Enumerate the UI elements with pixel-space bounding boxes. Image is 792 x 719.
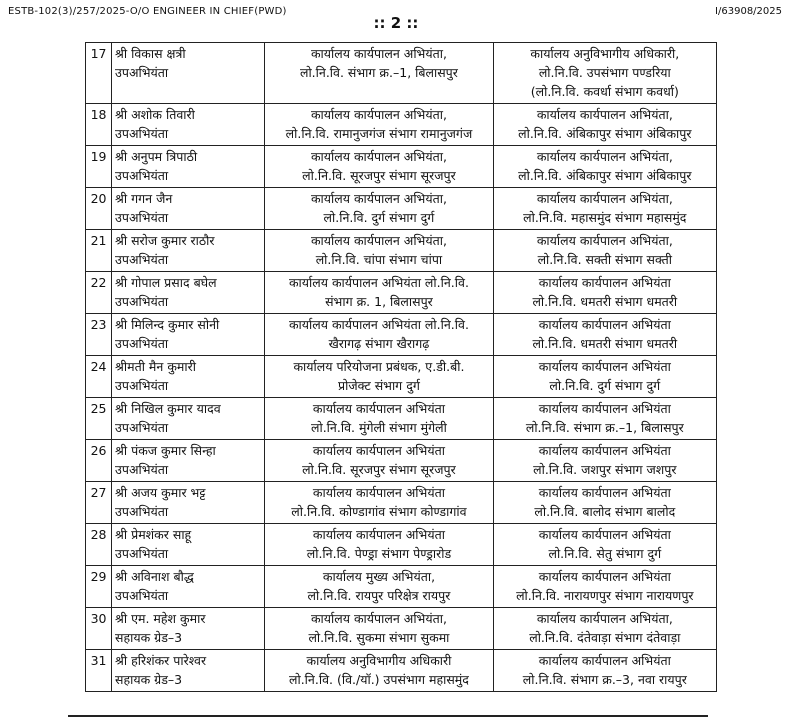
new-posting-line: लो.नि.वि. बालोद संभाग बालोद [534, 504, 676, 519]
current-posting-line: लो.नि.वि. मुंगेली संभाग मुंगेली [311, 420, 447, 435]
serial-number: 24 [86, 356, 112, 398]
serial-number: 31 [86, 650, 112, 692]
table-row [86, 356, 717, 398]
current-posting-line: कार्यालय कार्यपालन अभियंता, [310, 149, 447, 164]
current-posting-line: कार्यालय कार्यपालन अभियंता [312, 527, 445, 542]
current-posting-line: कार्यालय कार्यपालन अभियंता लो.नि.वि. [288, 275, 469, 290]
table-row [86, 440, 717, 482]
new-posting-line: कार्यालय कार्यपालन अभियंता [538, 317, 671, 332]
new-posting-line: लो.नि.वि. दुर्ग संभाग दुर्ग [549, 378, 661, 393]
current-posting-line: लो.नि.वि. चांपा संभाग चांपा [315, 252, 443, 267]
current-posting-cell [265, 524, 493, 566]
new-posting-cell [493, 650, 716, 692]
table-row [86, 146, 717, 188]
employee-cell [112, 524, 265, 566]
current-posting-line: लो.नि.वि. दुर्ग संभाग दुर्ग [323, 210, 435, 225]
current-posting-line: लो.नि.वि. रायपुर परिक्षेत्र रायपुर [307, 588, 451, 603]
new-posting-cell [493, 482, 716, 524]
table-row [86, 566, 717, 608]
employee-name: श्री विकास क्षत्री [115, 46, 186, 61]
current-posting-cell [265, 608, 493, 650]
employee-name: श्री प्रेमशंकर साहू [115, 527, 192, 542]
serial-number: 27 [86, 482, 112, 524]
serial-number: 17 [86, 43, 112, 104]
current-posting-line: कार्यालय कार्यपालन अभियंता लो.नि.वि. [288, 317, 469, 332]
current-posting-line: लो.नि.वि. संभाग क्र.–1, बिलासपुर [299, 65, 458, 80]
new-posting-cell [493, 188, 716, 230]
table-row [86, 43, 717, 104]
current-posting-line: कार्यालय कार्यपालन अभियंता [312, 485, 445, 500]
current-posting-line: कार्यालय मुख्य अभियंता, [322, 569, 436, 584]
serial-number: 20 [86, 188, 112, 230]
transfer-table [85, 42, 717, 692]
current-posting-cell [265, 650, 493, 692]
current-posting-cell [265, 398, 493, 440]
serial-number: 25 [86, 398, 112, 440]
employee-name: श्री निखिल कुमार यादव [115, 401, 221, 416]
employee-designation: सहायक ग्रेड–3 [115, 672, 183, 687]
table-row [86, 188, 717, 230]
new-posting-cell [493, 524, 716, 566]
new-posting-line: कार्यालय कार्यपालन अभियंता [538, 653, 671, 668]
current-posting-cell [265, 566, 493, 608]
employee-name: श्री अनुपम त्रिपाठी [115, 149, 198, 164]
table-row [86, 398, 717, 440]
new-posting-cell [493, 272, 716, 314]
current-posting-cell [265, 188, 493, 230]
new-posting-line: लो.नि.वि. जशपुर संभाग जशपुर [533, 462, 677, 477]
current-posting-line: लो.नि.वि. सुकमा संभाग सुकमा [308, 630, 450, 645]
document-id: I/63908/2025 [715, 6, 782, 17]
employee-cell [112, 608, 265, 650]
current-posting-cell [265, 482, 493, 524]
employee-cell [112, 272, 265, 314]
employee-cell [112, 104, 265, 146]
employee-designation: उपअभियंता [115, 420, 169, 435]
employee-designation: उपअभियंता [115, 210, 169, 225]
current-posting-line: लो.नि.वि. (वि./यॉ.) उपसंभाग महासमुंद [289, 672, 469, 687]
current-posting-line: खैरागढ़ संभाग खैरागढ़ [328, 336, 430, 351]
employee-designation: उपअभियंता [115, 462, 169, 477]
employee-cell [112, 314, 265, 356]
new-posting-line: कार्यालय कार्यपालन अभियंता [538, 359, 671, 374]
new-posting-line: कार्यालय कार्यपालन अभियंता [538, 401, 671, 416]
current-posting-line: कार्यालय कार्यपालन अभियंता, [310, 233, 447, 248]
new-posting-line: कार्यालय कार्यपालन अभियंता [538, 569, 671, 584]
current-posting-line: कार्यालय कार्यपालन अभियंता, [310, 46, 447, 61]
new-posting-line: लो.नि.वि. महासमुंद संभाग महासमुंद [523, 210, 687, 225]
serial-number: 30 [86, 608, 112, 650]
page-number: :: 2 :: [373, 14, 419, 32]
new-posting-line: लो.नि.वि. उपसंभाग पण्डरिया [538, 65, 671, 80]
new-posting-cell [493, 608, 716, 650]
current-posting-line: कार्यालय कार्यपालन अभियंता [312, 443, 445, 458]
new-posting-line: कार्यालय कार्यपालन अभियंता [538, 527, 671, 542]
new-posting-line: कार्यालय कार्यपालन अभियंता, [536, 233, 673, 248]
current-posting-line: लो.नि.वि. पेण्ड्रा संभाग पेण्ड्रारोड [306, 546, 452, 561]
employee-cell [112, 482, 265, 524]
current-posting-line: कार्यालय कार्यपालन अभियंता, [310, 191, 447, 206]
serial-number: 26 [86, 440, 112, 482]
serial-number: 28 [86, 524, 112, 566]
current-posting-line: कार्यालय कार्यपालन अभियंता, [310, 611, 447, 626]
new-posting-line: (लो.नि.वि. कवर्धा संभाग कवर्धा) [530, 84, 679, 99]
new-posting-line: लो.नि.वि. धमतरी संभाग धमतरी [532, 336, 678, 351]
new-posting-line: कार्यालय कार्यपालन अभियंता [538, 443, 671, 458]
new-posting-cell [493, 356, 716, 398]
current-posting-line: लो.नि.वि. कोण्डागांव संभाग कोण्डागांव [291, 504, 467, 519]
new-posting-line: लो.नि.वि. सक्ती संभाग सक्ती [537, 252, 673, 267]
employee-designation: उपअभियंता [115, 504, 169, 519]
employee-name: श्री गोपाल प्रसाद बघेल [115, 275, 217, 290]
new-posting-line: कार्यालय कार्यपालन अभियंता [538, 275, 671, 290]
current-posting-line: कार्यालय कार्यपालन अभियंता, [310, 107, 447, 122]
employee-name: श्री एम. महेश कुमार [115, 611, 206, 626]
table-row [86, 608, 717, 650]
employee-designation: उपअभियंता [115, 252, 169, 267]
employee-name: श्रीमती मैन कुमारी [115, 359, 196, 374]
employee-name: श्री पंकज कुमार सिन्हा [115, 443, 216, 458]
current-posting-line: कार्यालय कार्यपालन अभियंता [312, 401, 445, 416]
employee-designation: सहायक ग्रेड–3 [115, 630, 183, 645]
new-posting-line: लो.नि.वि. अंबिकापुर संभाग अंबिकापुर [518, 126, 692, 141]
current-posting-cell [265, 440, 493, 482]
new-posting-cell [493, 314, 716, 356]
table-row [86, 482, 717, 524]
current-posting-line: लो.नि.वि. रामानुजगंज संभाग रामानुजगंज [285, 126, 473, 141]
current-posting-cell [265, 146, 493, 188]
current-posting-cell [265, 272, 493, 314]
current-posting-cell [265, 314, 493, 356]
current-posting-cell [265, 356, 493, 398]
current-posting-line: कार्यालय परियोजना प्रबंधक, ए.डी.बी. [293, 359, 465, 374]
current-posting-line: लो.नि.वि. सूरजपुर संभाग सूरजपुर [302, 168, 456, 183]
new-posting-line: लो.नि.वि. धमतरी संभाग धमतरी [532, 294, 678, 309]
employee-cell [112, 230, 265, 272]
table-row [86, 524, 717, 566]
new-posting-line: कार्यालय कार्यपालन अभियंता, [536, 107, 673, 122]
serial-number: 21 [86, 230, 112, 272]
employee-name: श्री सरोज कुमार राठौर [115, 233, 215, 248]
employee-designation: उपअभियंता [115, 336, 169, 351]
employee-cell [112, 566, 265, 608]
new-posting-line: लो.नि.वि. संभाग क्र.–1, बिलासपुर [525, 420, 684, 435]
new-posting-cell [493, 440, 716, 482]
employee-designation: उपअभियंता [115, 588, 169, 603]
new-posting-cell [493, 43, 716, 104]
table-row [86, 230, 717, 272]
table-row [86, 650, 717, 692]
serial-number: 22 [86, 272, 112, 314]
employee-name: श्री अविनाश बौद्ध [115, 569, 194, 584]
serial-number: 19 [86, 146, 112, 188]
employee-designation: उपअभियंता [115, 378, 169, 393]
new-posting-cell [493, 398, 716, 440]
new-posting-line: कार्यालय कार्यपालन अभियंता [538, 485, 671, 500]
new-posting-line: कार्यालय कार्यपालन अभियंता, [536, 191, 673, 206]
employee-name: श्री हरिशंकर पारेश्वर [115, 653, 207, 668]
employee-designation: उपअभियंता [115, 294, 169, 309]
serial-number: 29 [86, 566, 112, 608]
employee-designation: उपअभियंता [115, 546, 169, 561]
footer-divider [68, 713, 708, 719]
employee-cell [112, 650, 265, 692]
current-posting-cell [265, 43, 493, 104]
new-posting-line: लो.नि.वि. नारायणपुर संभाग नारायणपुर [516, 588, 694, 603]
current-posting-line: कार्यालय अनुविभागीय अधिकारी [306, 653, 452, 668]
new-posting-cell [493, 230, 716, 272]
employee-name: श्री अशोक तिवारी [115, 107, 195, 122]
new-posting-line: लो.नि.वि. दंतेवाड़ा संभाग दंतेवाड़ा [529, 630, 681, 645]
employee-cell [112, 398, 265, 440]
current-posting-line: संभाग क्र. 1, बिलासपुर [325, 294, 433, 309]
table-row [86, 272, 717, 314]
document-reference: ESTB-102(3)/257/2025-O/O ENGINEER IN CHIEF(PWD) [8, 6, 287, 17]
new-posting-cell [493, 566, 716, 608]
current-posting-line: प्रोजेक्ट संभाग दुर्ग [338, 378, 420, 393]
new-posting-cell [493, 104, 716, 146]
serial-number: 23 [86, 314, 112, 356]
current-posting-line: लो.नि.वि. सूरजपुर संभाग सूरजपुर [302, 462, 456, 477]
serial-number: 18 [86, 104, 112, 146]
table-row [86, 104, 717, 146]
employee-cell [112, 146, 265, 188]
employee-designation: उपअभियंता [115, 168, 169, 183]
new-posting-line: लो.नि.वि. अंबिकापुर संभाग अंबिकापुर [518, 168, 692, 183]
employee-cell [112, 356, 265, 398]
table-row [86, 314, 717, 356]
new-posting-line: लो.नि.वि. सेतु संभाग दुर्ग [548, 546, 662, 561]
employee-name: श्री मिलिन्द कुमार सोनी [115, 317, 220, 332]
employee-designation: उपअभियंता [115, 126, 169, 141]
new-posting-line: कार्यालय कार्यपालन अभियंता, [536, 149, 673, 164]
new-posting-line: कार्यालय कार्यपालन अभियंता, [536, 611, 673, 626]
employee-cell [112, 440, 265, 482]
employee-designation: उपअभियंता [115, 65, 169, 80]
current-posting-cell [265, 104, 493, 146]
new-posting-cell [493, 146, 716, 188]
employee-cell [112, 188, 265, 230]
employee-name: श्री अजय कुमार भट्ट [115, 485, 206, 500]
new-posting-line: लो.नि.वि. संभाग क्र.–3, नवा रायपुर [522, 672, 687, 687]
current-posting-cell [265, 230, 493, 272]
employee-name: श्री गगन जैन [115, 191, 173, 206]
new-posting-line: कार्यालय अनुविभागीय अधिकारी, [530, 46, 680, 61]
employee-cell [112, 43, 265, 104]
